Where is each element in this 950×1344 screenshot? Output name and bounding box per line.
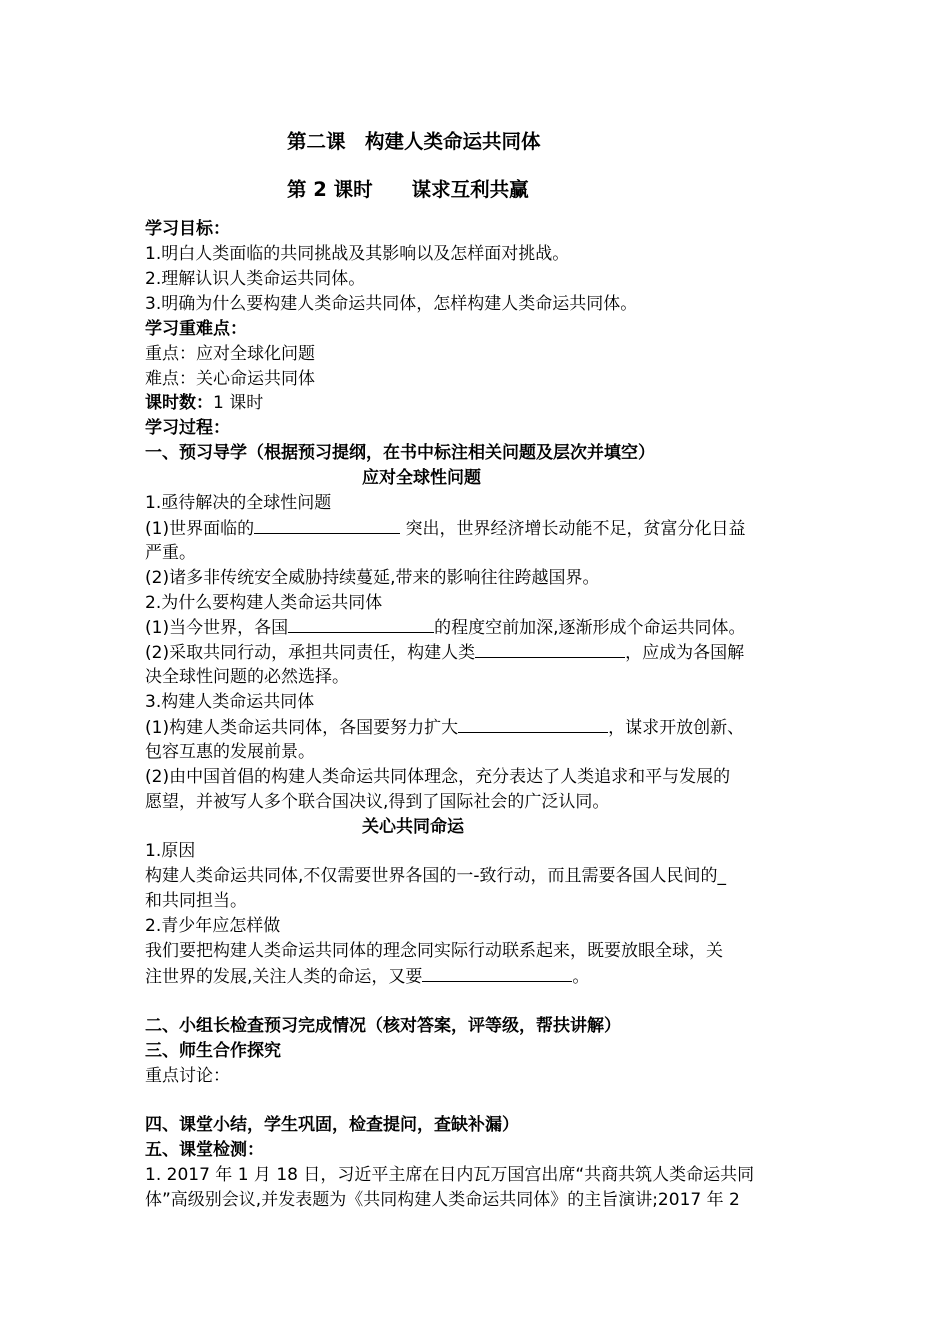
hours-value: 1 课时 (213, 393, 264, 413)
text-line: (2)由中国首倡的构建人类命运共同体理念，充分表达了人类追求和平与发展的 (145, 767, 731, 787)
text-line: 和共同担当。 (145, 891, 247, 911)
test-question-line: 1. 2017 年 1 月 18 日，习近平主席在日内瓦万国宫出席“共商共筑人类命运共同 (145, 1165, 755, 1185)
answer-blank[interactable] (254, 517, 400, 534)
answer-blank[interactable] (458, 716, 608, 733)
answer-blank[interactable] (422, 965, 572, 982)
section2-heading: 二、小组长检查预习完成情况（核对答案，评等级，帮扶讲解） (145, 1016, 621, 1036)
text-segment: (2)采取共同行动，承担共同责任，构建人类 (145, 643, 476, 663)
process-heading: 学习过程： (145, 418, 230, 438)
text-segment: 注世界的发展,关注人类的命运，又要 (145, 967, 423, 987)
objective-item: 3.明确为什么要构建人类命运共同体，怎样构建人类命运共同体。 (145, 294, 638, 314)
period-title: 第 2 课时 谋求互利共赢 (287, 178, 529, 201)
text-segment: (1)构建人类命运共同体，各国要努力扩大 (145, 718, 459, 738)
text-line: 构建人类命运共同体,不仅需要世界各国的一-致行动，而且需要各国人民间的_ (145, 866, 727, 886)
objective-item: 1.明白人类面临的共同挑战及其影响以及怎样面对挑战。 (145, 244, 570, 264)
text-line: 我们要把构建人类命运共同体的理念同实际行动联系起来，既要放眼全球，关 (145, 941, 723, 961)
fill-blank-line (145, 517, 810, 540)
subtopic-title: 应对全球性问题 (362, 468, 481, 488)
text-line: 严重。 (145, 543, 196, 563)
section4-heading: 四、课堂小结，学生巩固，检查提问，查缺补漏） (145, 1115, 519, 1135)
key-points-heading: 学习重难点： (145, 319, 247, 339)
section3-heading: 三、师生合作探究 (145, 1041, 281, 1061)
text-segment: 。 (572, 967, 590, 987)
difficulty-point: 难点：关心命运共同体 (145, 369, 315, 389)
fill-blank-line (145, 716, 810, 739)
focus-point: 重点：应对全球化问题 (145, 344, 315, 364)
text-segment: (1)世界面临的 (145, 519, 255, 539)
lesson-title: 第二课 构建人类命运共同体 (287, 130, 541, 153)
question-heading: 2.青少年应怎样做 (145, 916, 281, 936)
objective-item: 2.理解认识人类命运共同体。 (145, 269, 366, 289)
question-heading: 1.原因 (145, 841, 196, 861)
text-segment: 的程度空前加深,逐渐形成个命运共同体。 (434, 618, 746, 638)
answer-blank[interactable] (288, 616, 434, 633)
hours-label: 课时数： (145, 393, 213, 413)
test-question-line: 体”高级别会议,并发表题为《共同构建人类命运共同体》的主旨演讲;2017 年 2 (145, 1190, 740, 1210)
objectives-heading: 学习目标： (145, 219, 230, 239)
hours-line (145, 392, 810, 414)
fill-blank-line (145, 616, 810, 639)
subtopic-title: 关心共同命运 (362, 817, 464, 837)
question-heading: 2.为什么要构建人类命运共同体 (145, 593, 383, 613)
section1-heading: 一、预习导学（根据预习提纲，在书中标注相关问题及层次并填空） (145, 443, 655, 463)
answer-blank[interactable] (475, 641, 625, 658)
question-heading: 1.亟待解决的全球性问题 (145, 493, 332, 513)
text-line: 愿望，并被写人多个联合国决议,得到了国际社会的广泛认同。 (145, 792, 610, 812)
fill-blank-line (145, 641, 810, 664)
text-line: (2)诸多非传统安全威胁持续蔓延,带来的影响往往跨越国界。 (145, 568, 600, 588)
text-line: 决全球性问题的必然选择。 (145, 667, 349, 687)
text-segment: ，谋求开放创新、 (608, 718, 745, 738)
text-line: 包容互惠的发展前景。 (145, 742, 315, 762)
text-segment: 突出，世界经济增长动能不足，贫富分化日益 (400, 519, 746, 539)
fill-blank-line (145, 965, 810, 988)
text-segment: (1)当今世界，各国 (145, 618, 289, 638)
discussion-label: 重点讨论： (145, 1066, 230, 1086)
question-heading: 3.构建人类命运共同体 (145, 692, 315, 712)
text-segment: ，应成为各国解 (625, 643, 745, 663)
section5-heading: 五、课堂检测： (145, 1140, 264, 1160)
